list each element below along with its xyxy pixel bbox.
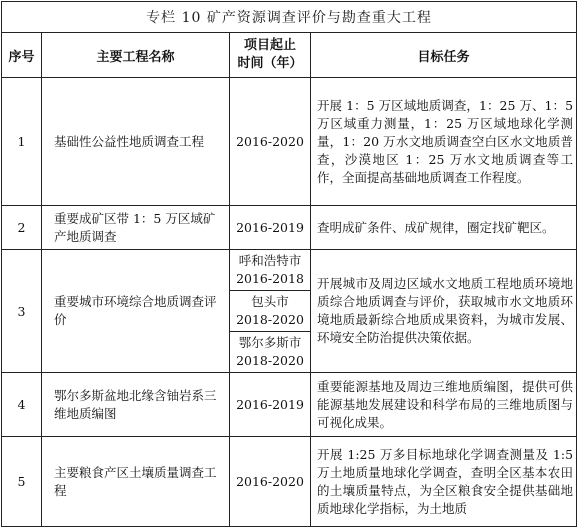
row-task: 开展 1：5 万区域地质调查，1：25 万、1：5 万区域重力测量，1：25 万区域地球化学测量，1：20 万水文地质调查空白区水文地质普查，沙漠地区 1：25 万水文地质调查等工作，全面提高基础地质调查工作程度。 xyxy=(311,78,577,206)
row-task: 重要能源基地及周边三维地质编图，提供可供能源基地发展建设和科学布局的三维地质图与可视化成果。 xyxy=(311,373,577,437)
row-subperiod xyxy=(230,291,311,332)
row-num: 1 xyxy=(2,78,42,206)
header-row xyxy=(2,33,577,78)
table-row xyxy=(2,250,577,291)
table-row xyxy=(2,373,577,437)
row-period: 2016-2019 xyxy=(230,206,311,250)
row-num: 3 xyxy=(2,250,42,373)
header-name: 主要工程名称 xyxy=(42,33,230,78)
table-row xyxy=(2,437,577,527)
row-period: 2016-2020 xyxy=(230,78,311,206)
table-row xyxy=(2,206,577,250)
table-title: 专栏 10 矿产资源调查评价与勘查重大工程 xyxy=(2,2,577,33)
row-num: 5 xyxy=(2,437,42,527)
header-num: 序号 xyxy=(2,33,42,78)
header-task: 目标任务 xyxy=(311,33,577,78)
subperiod-place: 鄂尔多斯市 xyxy=(238,335,302,350)
row-task: 开展 1:25 万多目标地球化学调查测量及 1:5 万土地质量地球化学调查，查明全区基本农田的土壤质量特点，为全区粮食安全提供基础地质地球化学指标，为土地质 xyxy=(311,437,577,527)
table-title-row xyxy=(2,2,577,33)
row-task: 开展城市及周边区域水文地质工程地质环境地质综合地质调查与评价，获取城市水文地质环境地质最新综合地质成果资料，为城市发展、环境安全防治提供决策依据。 xyxy=(311,250,577,373)
table-row xyxy=(2,78,577,206)
row-name: 鄂尔多斯盆地北缘含铀岩系三维地质编图 xyxy=(42,373,230,437)
row-num: 4 xyxy=(2,373,42,437)
row-subperiod xyxy=(230,332,311,373)
subperiod-years: 2018-2020 xyxy=(236,312,304,327)
row-name: 基础性公益性地质调查工程 xyxy=(42,78,230,206)
engineering-table xyxy=(1,1,577,527)
header-period xyxy=(230,33,311,78)
subperiod-years: 2016-2018 xyxy=(236,271,304,286)
subperiod-place: 呼和浩特市 xyxy=(238,253,302,268)
row-name: 重要城市环境综合地质调查评价 xyxy=(42,250,230,373)
row-task: 查明成矿条件、成矿规律，圈定找矿靶区。 xyxy=(311,206,577,250)
row-subperiod xyxy=(230,250,311,291)
header-period-line2: 时间（年） xyxy=(237,56,303,71)
row-name: 重要成矿区带 1：5 万区域矿产地质调查 xyxy=(42,206,230,250)
subperiod-years: 2018-2020 xyxy=(236,353,304,368)
row-period: 2016-2019 xyxy=(230,373,311,437)
row-name: 主要粮食产区土壤质量调查工程 xyxy=(42,437,230,527)
row-num: 2 xyxy=(2,206,42,250)
header-period-line1: 项目起止 xyxy=(243,38,296,53)
subperiod-place: 包头市 xyxy=(251,294,289,309)
row-period: 2016-2020 xyxy=(230,437,311,527)
